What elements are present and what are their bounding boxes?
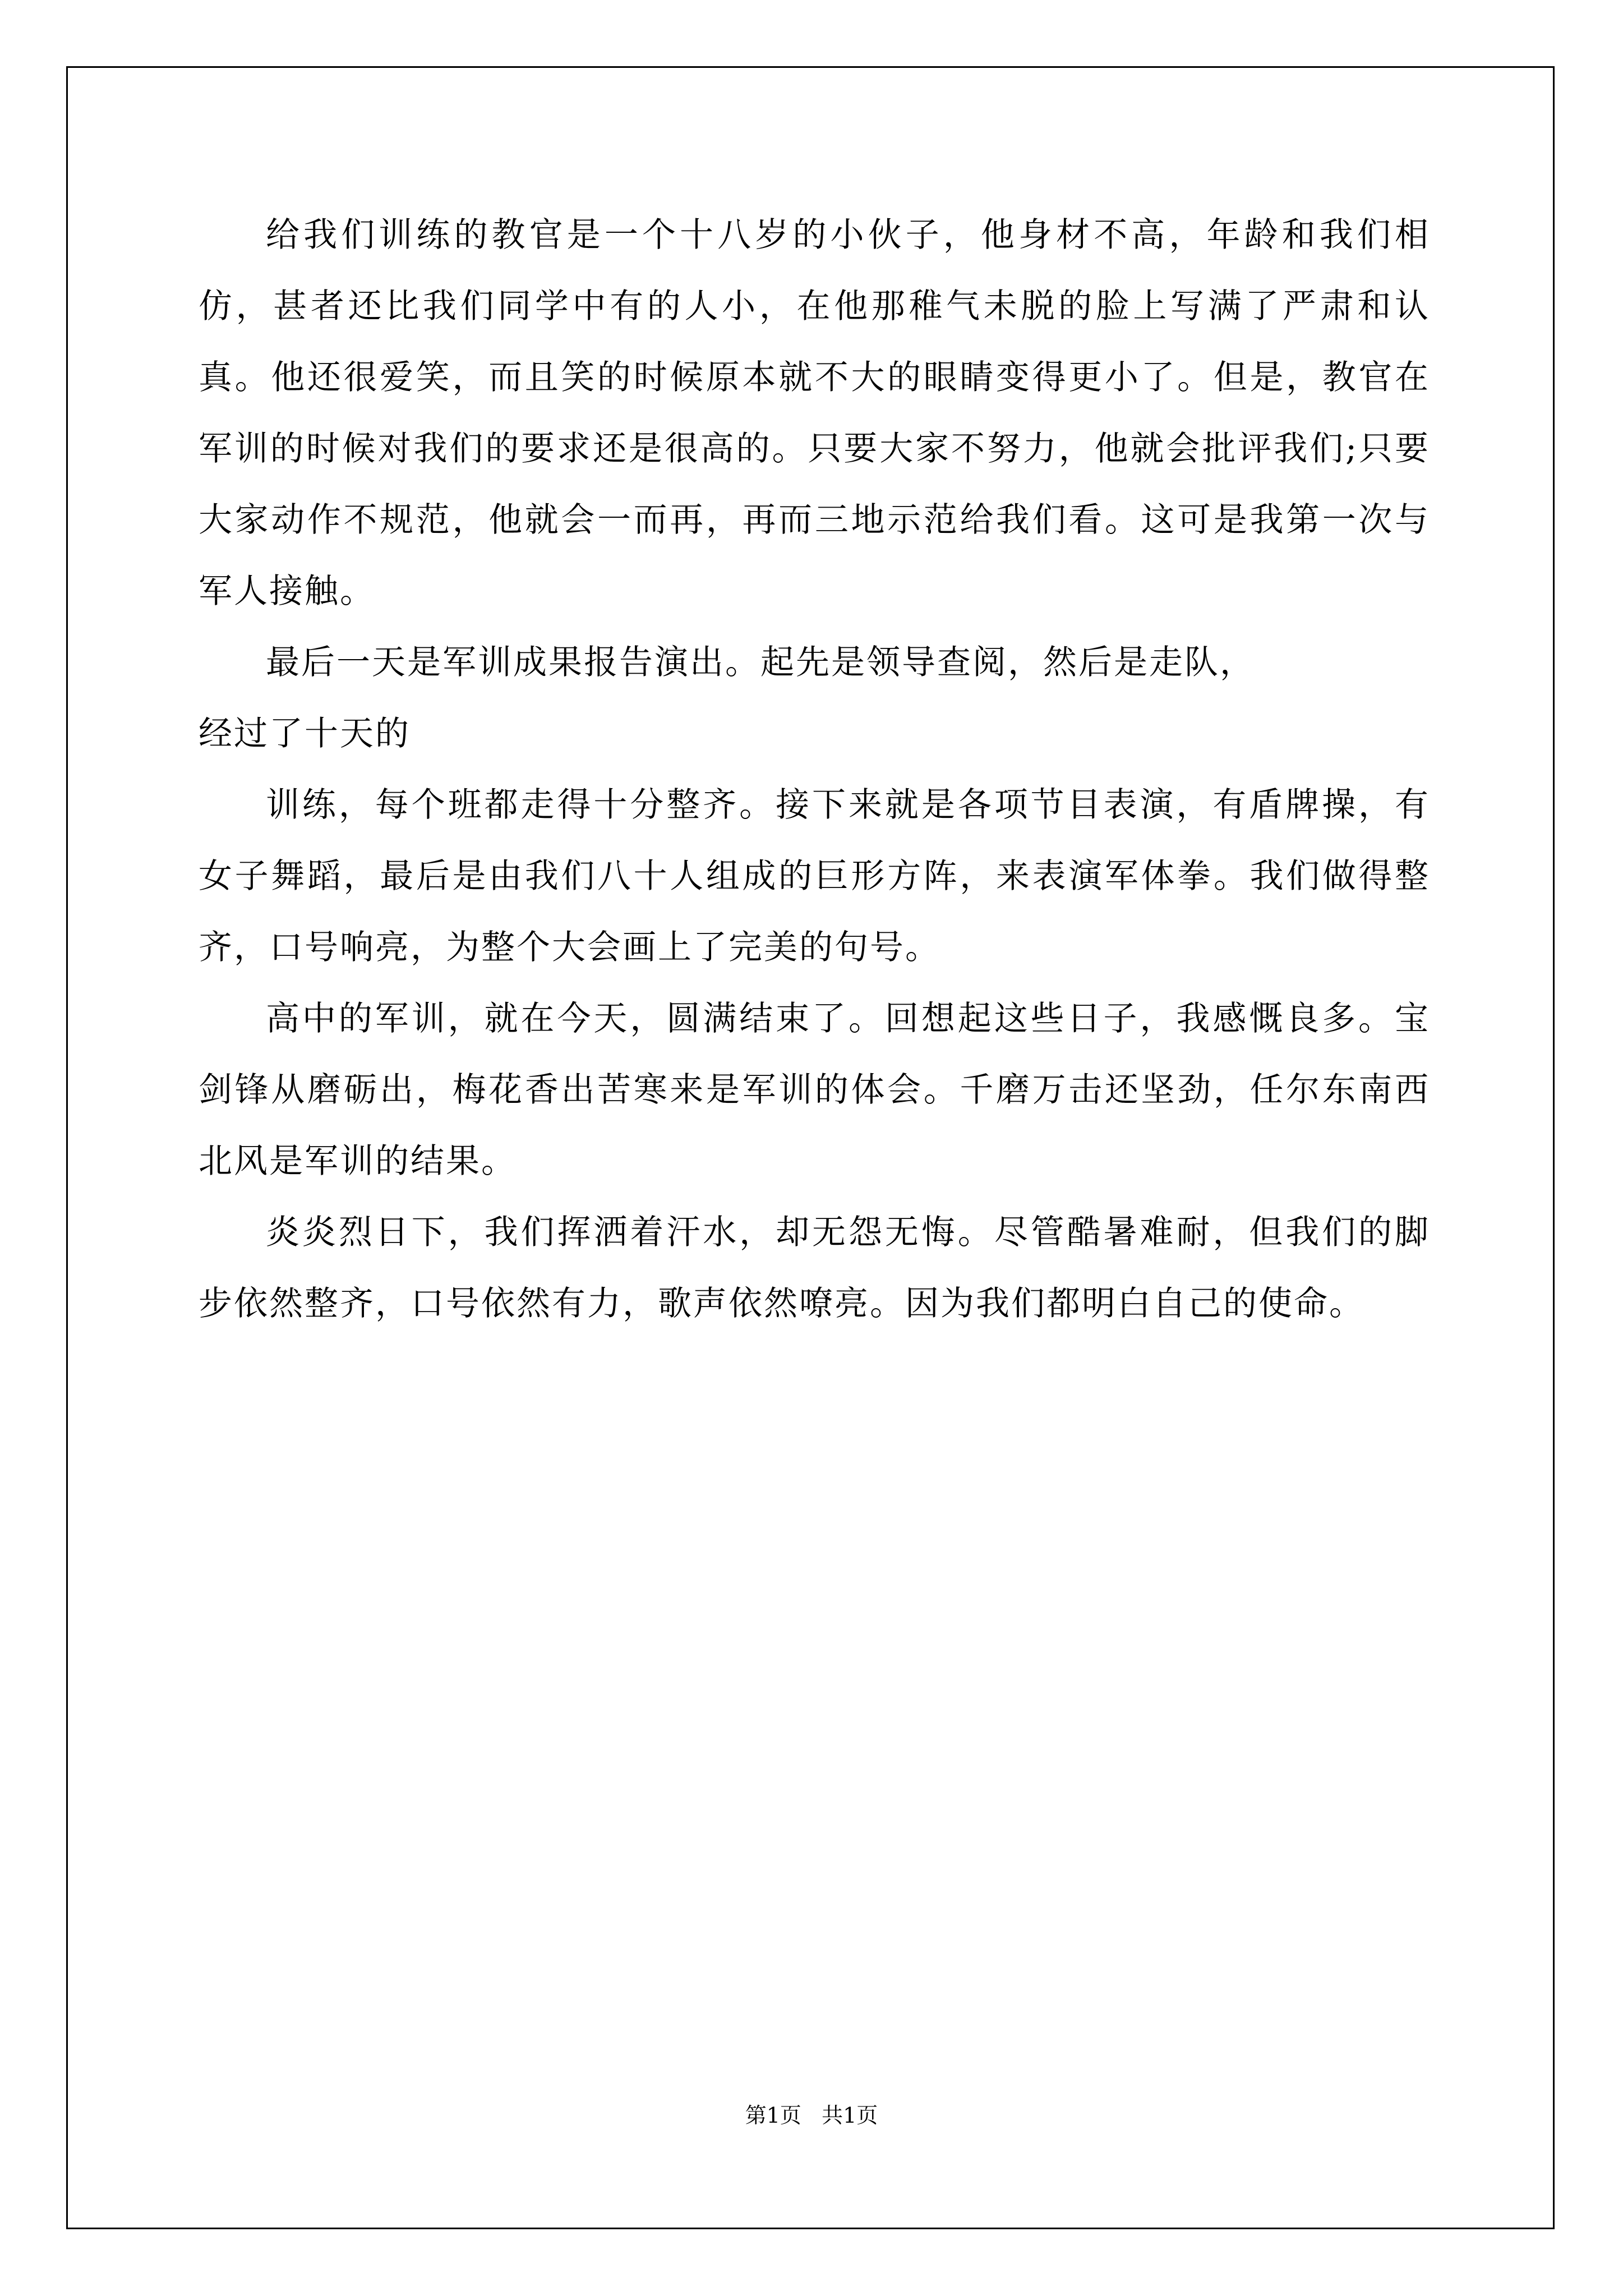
page-number: 第1页	[745, 2103, 801, 2128]
paragraph-1: 给我们训练的教官是一个十八岁的小伙子，他身材不高，年龄和我们相仿，甚者还比我们同学中有的人小，在他那稚气未脱的脸上写满了严肃和认真。他还很爱笑，而且笑的时候原本就不大的眼睛变得更小了。但是，教官在军训的时候对我们的要求还是很高的。只要大家不努力，他就会批评我们;只要大家动作不规范，他就会一而再，再而三地示范给我们看。这可是我第一次与军人接触。	[199, 215, 1430, 611]
paragraph-3: 经过了十天的	[199, 714, 411, 753]
page-footer	[0, 2098, 1623, 2129]
paragraph-4: 训练，每个班都走得十分整齐。接下来就是各项节目表演，有盾牌操，有女子舞蹈，最后是由我们八十人组成的巨形方阵，来表演军体拳。我们做得整齐，口号响亮，为整个大会画上了完美的句号。	[199, 785, 1430, 967]
paragraph-2: 最后一天是军训成果报告演出。起先是领导查阅，然后是走队，	[266, 643, 1255, 682]
total-pages: 共1页	[822, 2103, 878, 2128]
paragraph-6: 炎炎烈日下，我们挥洒着汗水，却无怨无悔。尽管酷暑难耐，但我们的脚步依然整齐，口号依然有力，歌声依然嘹亮。因为我们都明白自己的使命。	[199, 1213, 1430, 1323]
document-body	[199, 200, 1430, 1340]
paragraph-5: 高中的军训，就在今天，圆满结束了。回想起这些日子，我感慨良多。宝剑锋从磨砺出，梅花香出苦寒来是军训的体会。千磨万击还坚劲，任尔东南西北风是军训的结果。	[199, 999, 1430, 1181]
